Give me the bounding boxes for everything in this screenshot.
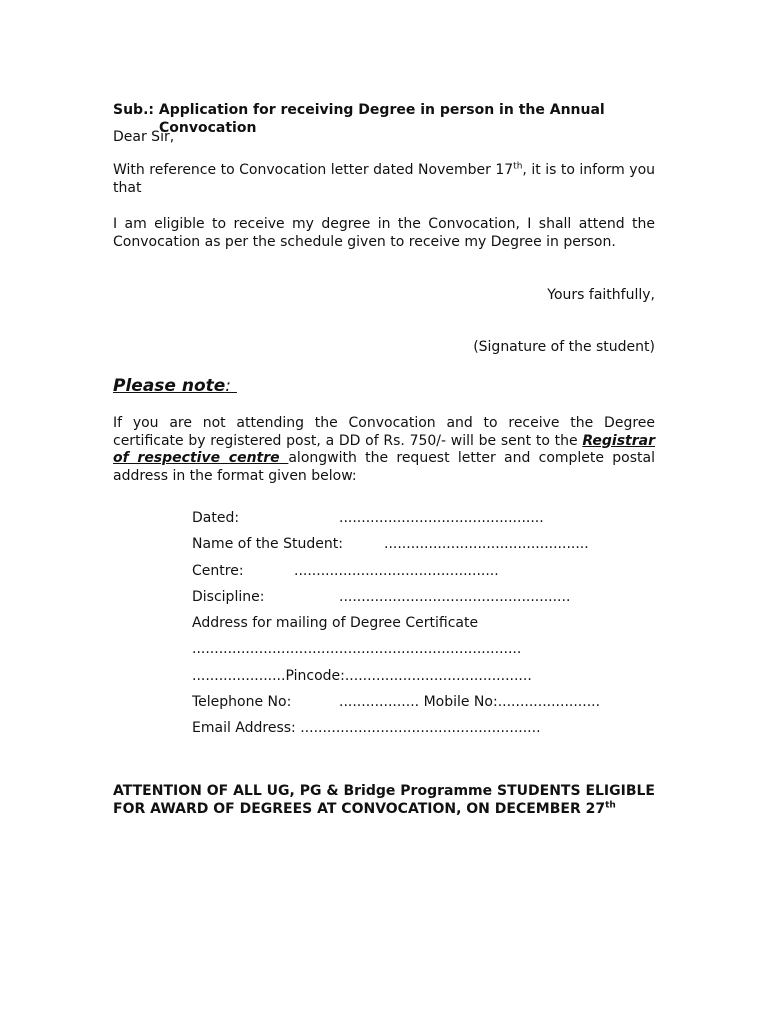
note-text: If you are not attending the Convocation and to receive the Degree certificate by registered post, a DD of Rs. 750/- will be sent to the	[113, 415, 655, 449]
mobile-field: .......................	[497, 694, 601, 711]
email-group	[192, 720, 541, 738]
reference-text-end: , it is to inform you that	[113, 162, 656, 196]
name-label: Name of the Student:	[192, 536, 343, 553]
note-heading	[113, 376, 655, 396]
form-row-pincode	[192, 668, 662, 694]
dated-field: ..............................................	[339, 510, 544, 526]
discipline-field: ....................................................	[339, 588, 571, 605]
form-row-centre	[192, 563, 662, 589]
centre-field: ..............................................	[294, 562, 499, 579]
attention-ordinal-suffix: th	[605, 799, 616, 810]
telephone-field: ..................	[339, 694, 420, 711]
form-row-address	[192, 615, 662, 641]
subject-line-2: Convocation	[159, 119, 257, 136]
address-label: Address for mailing of Degree Certificate	[192, 615, 479, 632]
eligibility-paragraph: I am eligible to receive my degree in the Convocation, I shall attend the Convocation as per the schedule given to receive my Degree in person.	[113, 216, 655, 250]
form-row-dated	[192, 510, 662, 536]
address-field: ..........................................................................	[192, 641, 522, 658]
attention-notice	[113, 783, 655, 818]
form-row-address-field	[192, 641, 662, 667]
form-row-discipline	[192, 589, 662, 615]
reference-paragraph	[113, 162, 655, 197]
pincode-field: ..........................................	[344, 667, 532, 684]
email-field: ......................................................	[300, 720, 541, 737]
ordinal-suffix: th	[513, 161, 523, 172]
telephone-group	[339, 694, 600, 712]
centre-label: Centre:	[192, 562, 244, 579]
form-row-telephone	[192, 694, 662, 720]
signature-line: (Signature of the student)	[473, 339, 655, 355]
pincode-row	[192, 668, 532, 686]
pincode-label: Pincode:	[285, 667, 345, 684]
note-text-end: alongwith the request letter and complete postal address in the format given below:	[113, 450, 655, 484]
note-paragraph	[113, 415, 655, 485]
attention-text: ATTENTION OF ALL UG, PG & Bridge Programme STUDENTS ELIGIBLE FOR AWARD OF DEGREES AT CONVOCATION, ON DECEMBER 27	[113, 783, 655, 817]
name-field: ..............................................	[384, 536, 589, 553]
address-form	[192, 510, 662, 747]
note-heading-colon: :	[225, 376, 232, 396]
mobile-label: Mobile No:	[423, 694, 498, 711]
dated-label: Dated:	[192, 510, 240, 526]
registrar-emphasis: Registrar of respective centre	[113, 432, 655, 466]
email-label: Email Address:	[192, 720, 296, 737]
pincode-lead-field: .....................	[192, 667, 286, 684]
salutation: Dear Sir,	[113, 129, 175, 145]
reference-text: With reference to Convocation letter dated November 17	[113, 162, 514, 178]
closing: Yours faithfully,	[547, 287, 655, 303]
form-row-name	[192, 536, 662, 562]
form-row-email	[192, 720, 662, 746]
discipline-label: Discipline:	[192, 588, 265, 605]
note-heading-text: Please note	[113, 376, 226, 396]
subject-line-1: Sub.: Application for receiving Degree in person in the Annual	[113, 102, 605, 118]
telephone-label: Telephone No:	[192, 694, 292, 711]
